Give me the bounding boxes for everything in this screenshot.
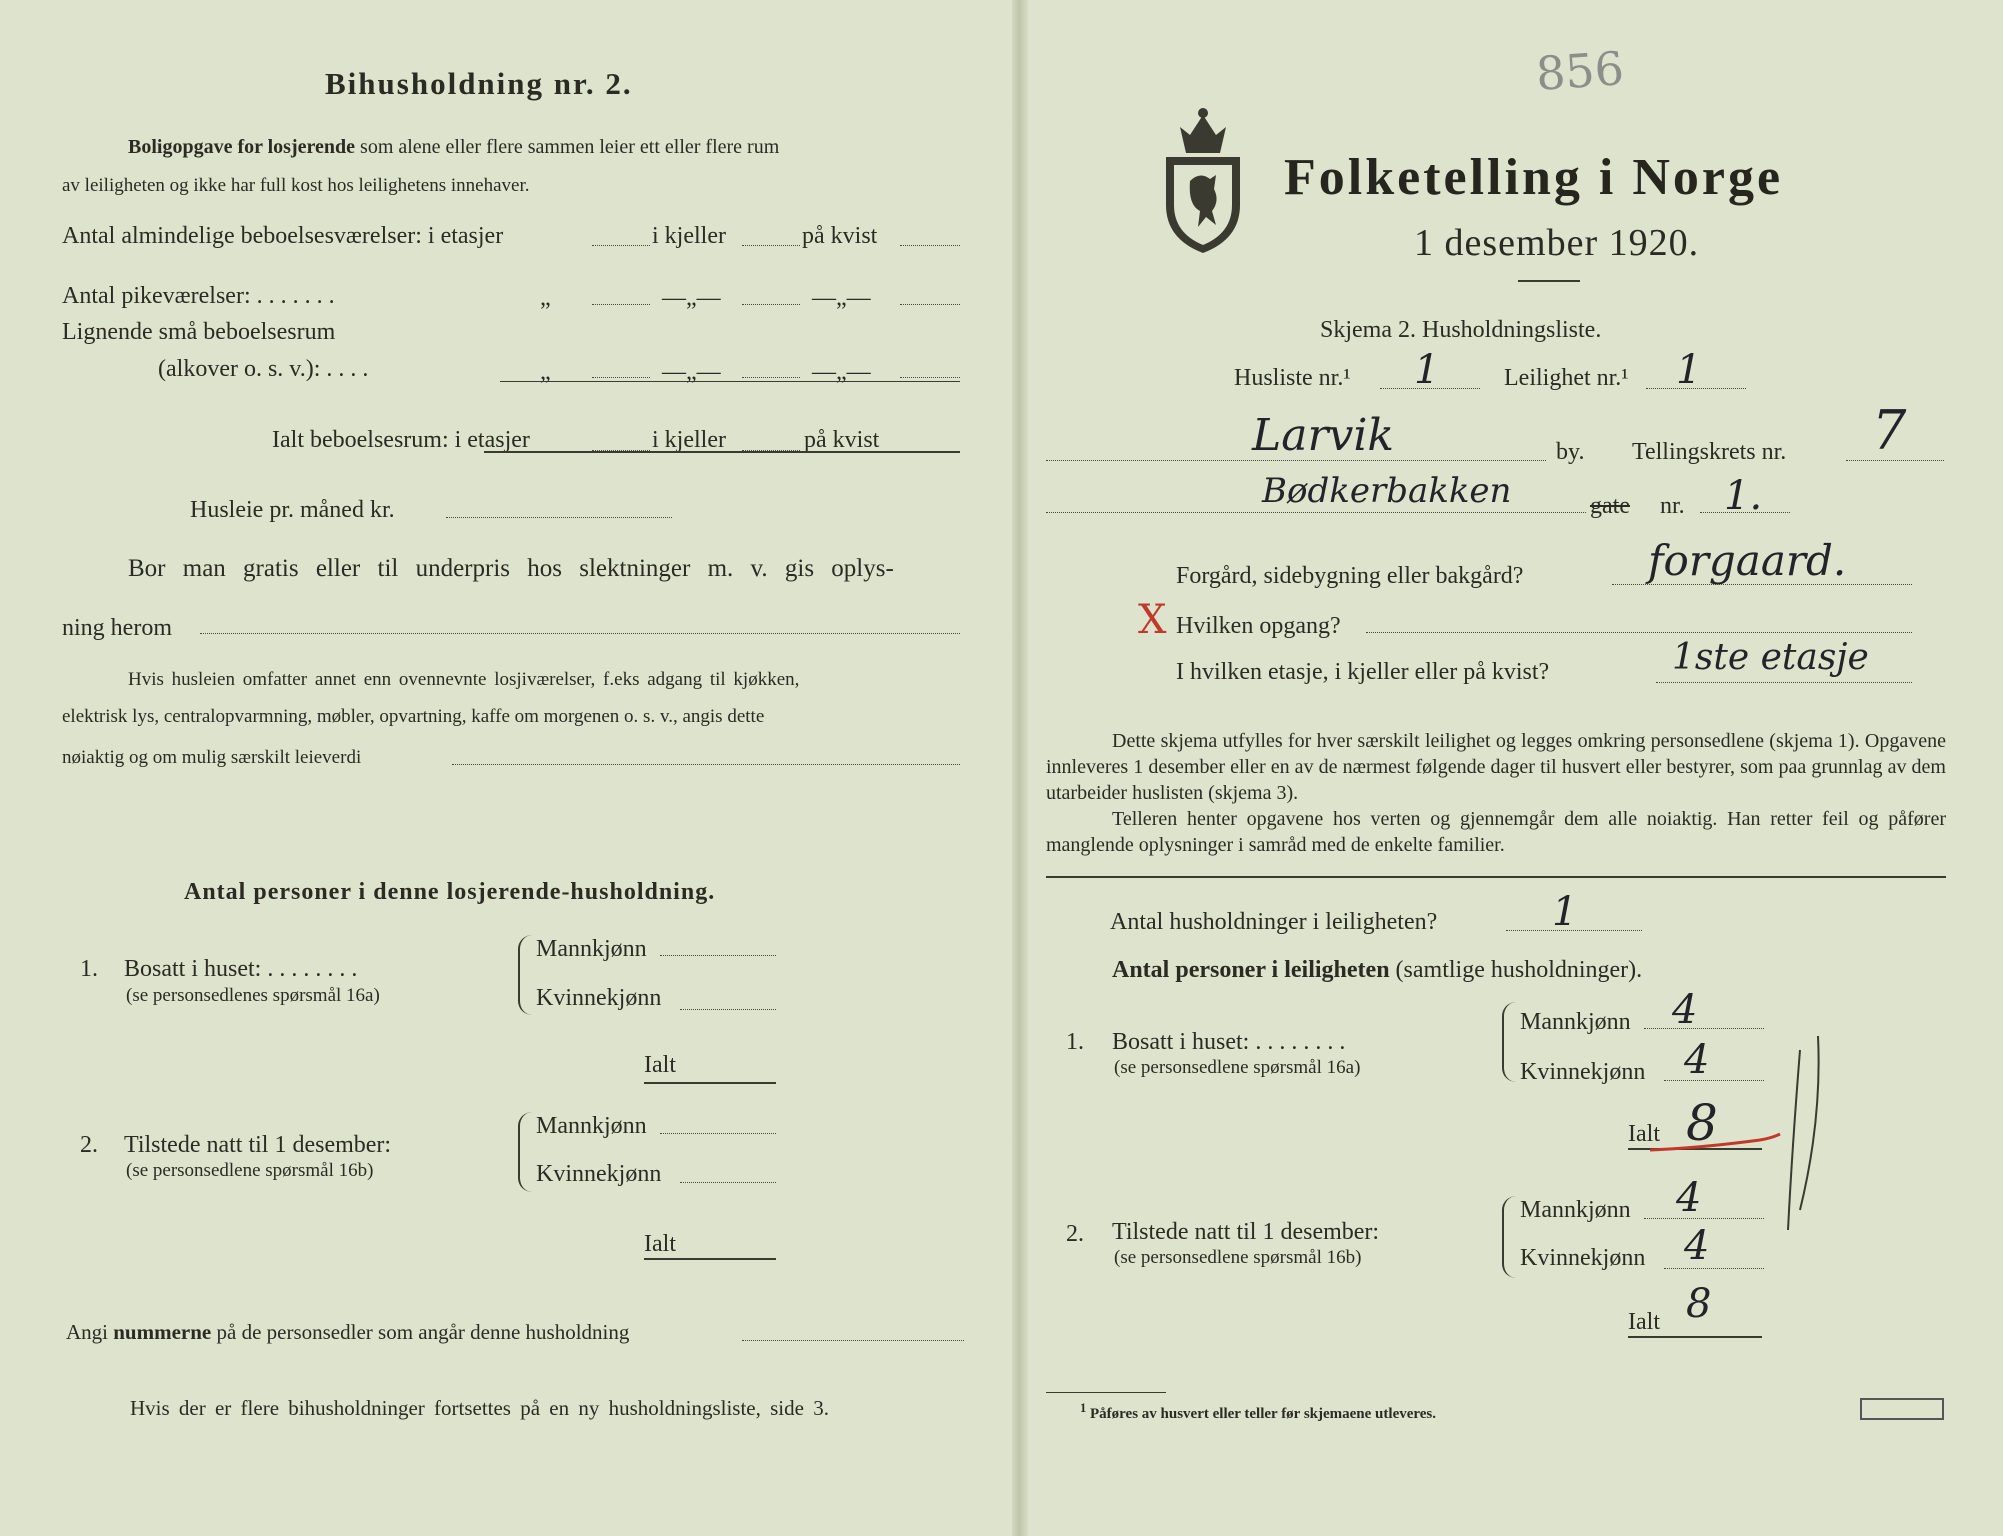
right-q2-ialt-field[interactable] xyxy=(1628,1336,1762,1338)
lign-etasjer-field[interactable] xyxy=(592,377,650,378)
street-nr-label: nr. xyxy=(1660,493,1685,519)
intro-line-1 xyxy=(128,137,779,157)
lignende-label-1: Lignende små beboelsesrum xyxy=(62,319,336,345)
left-q1-mann-field[interactable] xyxy=(660,955,776,956)
note-line-1: Hvis husleien omfatter annet enn ovennevnte losjiværelser, f.eks adgang til kjøkken, xyxy=(128,669,800,690)
right-q1-label: Bosatt i huset: . . . . . . . . xyxy=(1112,1029,1346,1055)
right-q2-ialt-label: Ialt xyxy=(1628,1309,1660,1335)
left-persons-heading: Antal personer i denne losjerende-husholdning. xyxy=(184,879,716,905)
right-q2-brace xyxy=(1502,1196,1518,1278)
husliste-label: Husliste nr.¹ xyxy=(1234,365,1351,391)
left-q2-kvinne-field[interactable] xyxy=(680,1182,776,1183)
by-label: by. xyxy=(1556,439,1585,465)
antal-husholdninger-label: Antal husholdninger i leiligheten? xyxy=(1110,909,1438,935)
opgang-field[interactable] xyxy=(1366,632,1912,633)
pike-ditto-3: —„— xyxy=(812,285,871,311)
left-q2-label: Tilstede natt til 1 desember: xyxy=(124,1132,392,1158)
angi-line xyxy=(66,1322,629,1343)
right-q1-kvinne-value[interactable]: 4 xyxy=(1684,1037,1710,1083)
etasje-field[interactable] xyxy=(1656,682,1912,683)
ialt-kjeller-label: i kjeller xyxy=(652,427,726,453)
right-q1-mann-field[interactable] xyxy=(1644,1028,1764,1029)
title-divider xyxy=(1518,280,1580,282)
pike-etasjer-field[interactable] xyxy=(592,304,650,305)
left-q2-sub: (se personsedlene spørsmål 16b) xyxy=(126,1160,374,1181)
forgaard-label: Forgård, sidebygning eller bakgård? xyxy=(1176,563,1524,589)
lign-kvist-field[interactable] xyxy=(900,377,960,378)
antal-husholdninger-value[interactable]: 1 xyxy=(1552,889,1578,935)
left-q1-sub: (se personsedlenes spørsmål 16a) xyxy=(126,985,380,1006)
left-q1-kvinne-field[interactable] xyxy=(680,1009,776,1010)
note-line-3: nøiaktig og om mulig særskilt leieverdi xyxy=(62,747,362,768)
rooms-kvist-field[interactable] xyxy=(900,245,960,246)
ialt-rooms-label: Ialt beboelsesrum: i etasjer xyxy=(272,427,530,453)
right-q2-ialt-value[interactable]: 8 xyxy=(1686,1281,1712,1327)
street-nr-value[interactable]: 1. xyxy=(1724,473,1763,519)
right-q1-num: 1. xyxy=(1066,1029,1084,1055)
angi-pre: Angi xyxy=(66,1320,108,1344)
footnote-text: Påføres av husvert eller teller før skjemaene utleveres. xyxy=(1090,1406,1437,1422)
left-q2-ialt-field[interactable] xyxy=(644,1258,776,1260)
intro-rest: som alene eller flere sammen leier ett eller flere rum xyxy=(360,136,780,158)
lign-ditto: „ xyxy=(540,359,551,385)
intro-line-2: av leiligheten og ikke har full kost hos leilighetens innehaver. xyxy=(62,175,530,196)
left-q1-ialt-field[interactable] xyxy=(644,1082,776,1084)
right-q2-mann-field[interactable] xyxy=(1644,1218,1764,1219)
right-q1-mann-value[interactable]: 4 xyxy=(1672,987,1698,1033)
etasje-value[interactable]: 1ste etasje xyxy=(1672,637,1869,678)
instruction-paragraph-1: Dette skjema utfylles for hver særskilt leilighet og legges omkring personsedlene (skjema 1). Opgavene innleveres 1 desember eller en av de nærmest følgende dager til husvert eller bestyrer, som paa grunnlag av dem utarbeider huslisten (skjema 3). xyxy=(1046,730,1946,804)
right-q2-kvinne-field[interactable] xyxy=(1664,1268,1764,1269)
instruction-paragraph-2: Telleren henter opgavene hos verten og gjennemgår dem alle noiaktig. Han retter feil og påfører manglende oplysninger i samråd med de enkelte familier. xyxy=(1046,808,1946,856)
flere-note: Hvis der er flere bihusholdninger fortsettes på en ny husholdningsliste, side 3. xyxy=(130,1396,829,1420)
norway-coat-of-arms-icon xyxy=(1160,105,1246,255)
gate-label: gate xyxy=(1590,493,1630,519)
left-q1-label: Bosatt i huset: . . . . . . . . xyxy=(124,956,358,982)
angi-field[interactable] xyxy=(742,1340,964,1341)
lign-ditto-3: —„— xyxy=(812,359,871,385)
leilighet-value[interactable]: 1 xyxy=(1676,347,1702,393)
right-q2-mann-value[interactable]: 4 xyxy=(1676,1175,1702,1221)
left-q1-kvinne-label: Kvinnekjønn xyxy=(536,985,662,1011)
page-fold xyxy=(1012,0,1028,1536)
opgang-label: Hvilken opgang? xyxy=(1176,613,1341,639)
rooms-kjeller-label: i kjeller xyxy=(652,223,726,249)
ialt-rule xyxy=(484,451,960,453)
right-q1-sub: (se personsedlene spørsmål 16a) xyxy=(1114,1057,1361,1078)
etasje-label: I hvilken etasje, i kjeller eller på kvist? xyxy=(1176,659,1550,685)
right-persons-heading-rest: (samtlige husholdninger). xyxy=(1395,957,1643,983)
krets-value[interactable]: 7 xyxy=(1872,399,1907,462)
forgaard-value[interactable]: forgaard. xyxy=(1648,536,1847,585)
left-q2-num: 2. xyxy=(80,1132,98,1158)
right-q2-sub: (se personsedlene spørsmål 16b) xyxy=(1114,1247,1362,1268)
right-q2-kvinne-value[interactable]: 4 xyxy=(1684,1223,1710,1269)
section-divider xyxy=(1046,876,1946,878)
rooms-kjeller-field[interactable] xyxy=(742,245,800,246)
intro-bold: Boligopgave for losjerende xyxy=(128,136,356,158)
gratis-field[interactable] xyxy=(200,633,960,634)
left-q1-mann-label: Mannkjønn xyxy=(536,936,647,962)
right-q2-kvinne-label: Kvinnekjønn xyxy=(1520,1245,1646,1271)
footnote-mark: 1 xyxy=(1080,1401,1087,1415)
left-q2-kvinne-label: Kvinnekjønn xyxy=(536,1161,662,1187)
husliste-value[interactable]: 1 xyxy=(1414,347,1440,393)
angi-bold: nummerne xyxy=(113,1320,212,1344)
pike-ditto-2: —„— xyxy=(662,285,721,311)
lignende-label-2: (alkover o. s. v.): . . . . xyxy=(158,356,369,382)
footnote xyxy=(1080,1402,1436,1422)
note-line-2: elektrisk lys, centralopvarmning, møbler, opvartning, kaffe om morgenen o. s. v., angis dette xyxy=(62,706,765,727)
left-q2-mann-field[interactable] xyxy=(660,1133,776,1134)
rooms-etasjer-field[interactable] xyxy=(592,245,650,246)
left-title: Bihusholdning nr. 2. xyxy=(325,66,633,101)
street-value[interactable]: Bødkerbakken xyxy=(1262,471,1512,511)
ialt-kvist-label: på kvist xyxy=(804,427,880,453)
lign-kjeller-field[interactable] xyxy=(742,377,800,378)
rooms-kvist-label: på kvist xyxy=(802,223,878,249)
husleie-label: Husleie pr. måned kr. xyxy=(190,497,395,523)
pike-kvist-field[interactable] xyxy=(900,304,960,305)
pike-kjeller-field[interactable] xyxy=(742,304,800,305)
right-q2-mann-label: Mannkjønn xyxy=(1520,1197,1631,1223)
sum-rule xyxy=(500,381,960,382)
right-q1-ialt-value[interactable]: 8 xyxy=(1686,1094,1718,1152)
right-q1-kvinne-label: Kvinnekjønn xyxy=(1520,1059,1646,1085)
pike-label: Antal pikeværelser: . . . . . . . xyxy=(62,283,335,309)
right-q1-kvinne-field[interactable] xyxy=(1664,1080,1764,1081)
left-q2-mann-label: Mannkjønn xyxy=(536,1113,647,1139)
schema-label: Skjema 2. Husholdningsliste. xyxy=(1320,317,1602,343)
left-q1-ialt-label: Ialt xyxy=(644,1052,676,1078)
right-q1-ialt-label: Ialt xyxy=(1628,1121,1660,1147)
left-q2-ialt-label: Ialt xyxy=(644,1231,676,1257)
krets-label: Tellingskrets nr. xyxy=(1632,439,1787,465)
right-persons-heading-bold: Antal personer i leiligheten xyxy=(1112,957,1390,983)
left-q1-num: 1. xyxy=(80,956,98,982)
right-q1-brace xyxy=(1502,1002,1518,1082)
gratis-line-2: ning herom xyxy=(62,615,172,641)
leieverdi-field[interactable] xyxy=(452,764,960,765)
street-field[interactable] xyxy=(1046,512,1586,513)
gratis-line-1: Bor man gratis eller til underpris hos slektninger m. v. gis oplys- xyxy=(128,555,894,582)
leilighet-label: Leilighet nr.¹ xyxy=(1504,365,1629,391)
census-date: 1 desember 1920. xyxy=(1414,222,1700,264)
right-persons-heading xyxy=(1112,958,1642,982)
right-q2-num: 2. xyxy=(1066,1221,1084,1247)
angi-rest: på de personsedler som angår denne husholdning xyxy=(216,1320,630,1344)
footnote-rule xyxy=(1046,1392,1166,1393)
right-q1-mann-label: Mannkjønn xyxy=(1520,1009,1631,1035)
printer-stamp xyxy=(1860,1398,1944,1420)
rooms-label: Antal almindelige beboelsesværelser: i etasjer xyxy=(62,223,504,249)
main-title: Folketelling i Norge xyxy=(1284,149,1784,206)
right-q2-label: Tilstede natt til 1 desember: xyxy=(1112,1219,1380,1245)
husleie-field[interactable] xyxy=(446,517,672,518)
city-value[interactable]: Larvik xyxy=(1252,410,1395,461)
left-q1-brace xyxy=(518,935,534,1015)
pike-ditto: „ xyxy=(540,285,551,311)
lign-ditto-2: —„— xyxy=(662,359,721,385)
left-q2-brace xyxy=(518,1112,534,1192)
tick-mark-icon xyxy=(1760,1030,1840,1270)
pencil-number: 856 xyxy=(1534,41,1626,101)
opgang-check-mark: X xyxy=(1138,597,1167,643)
